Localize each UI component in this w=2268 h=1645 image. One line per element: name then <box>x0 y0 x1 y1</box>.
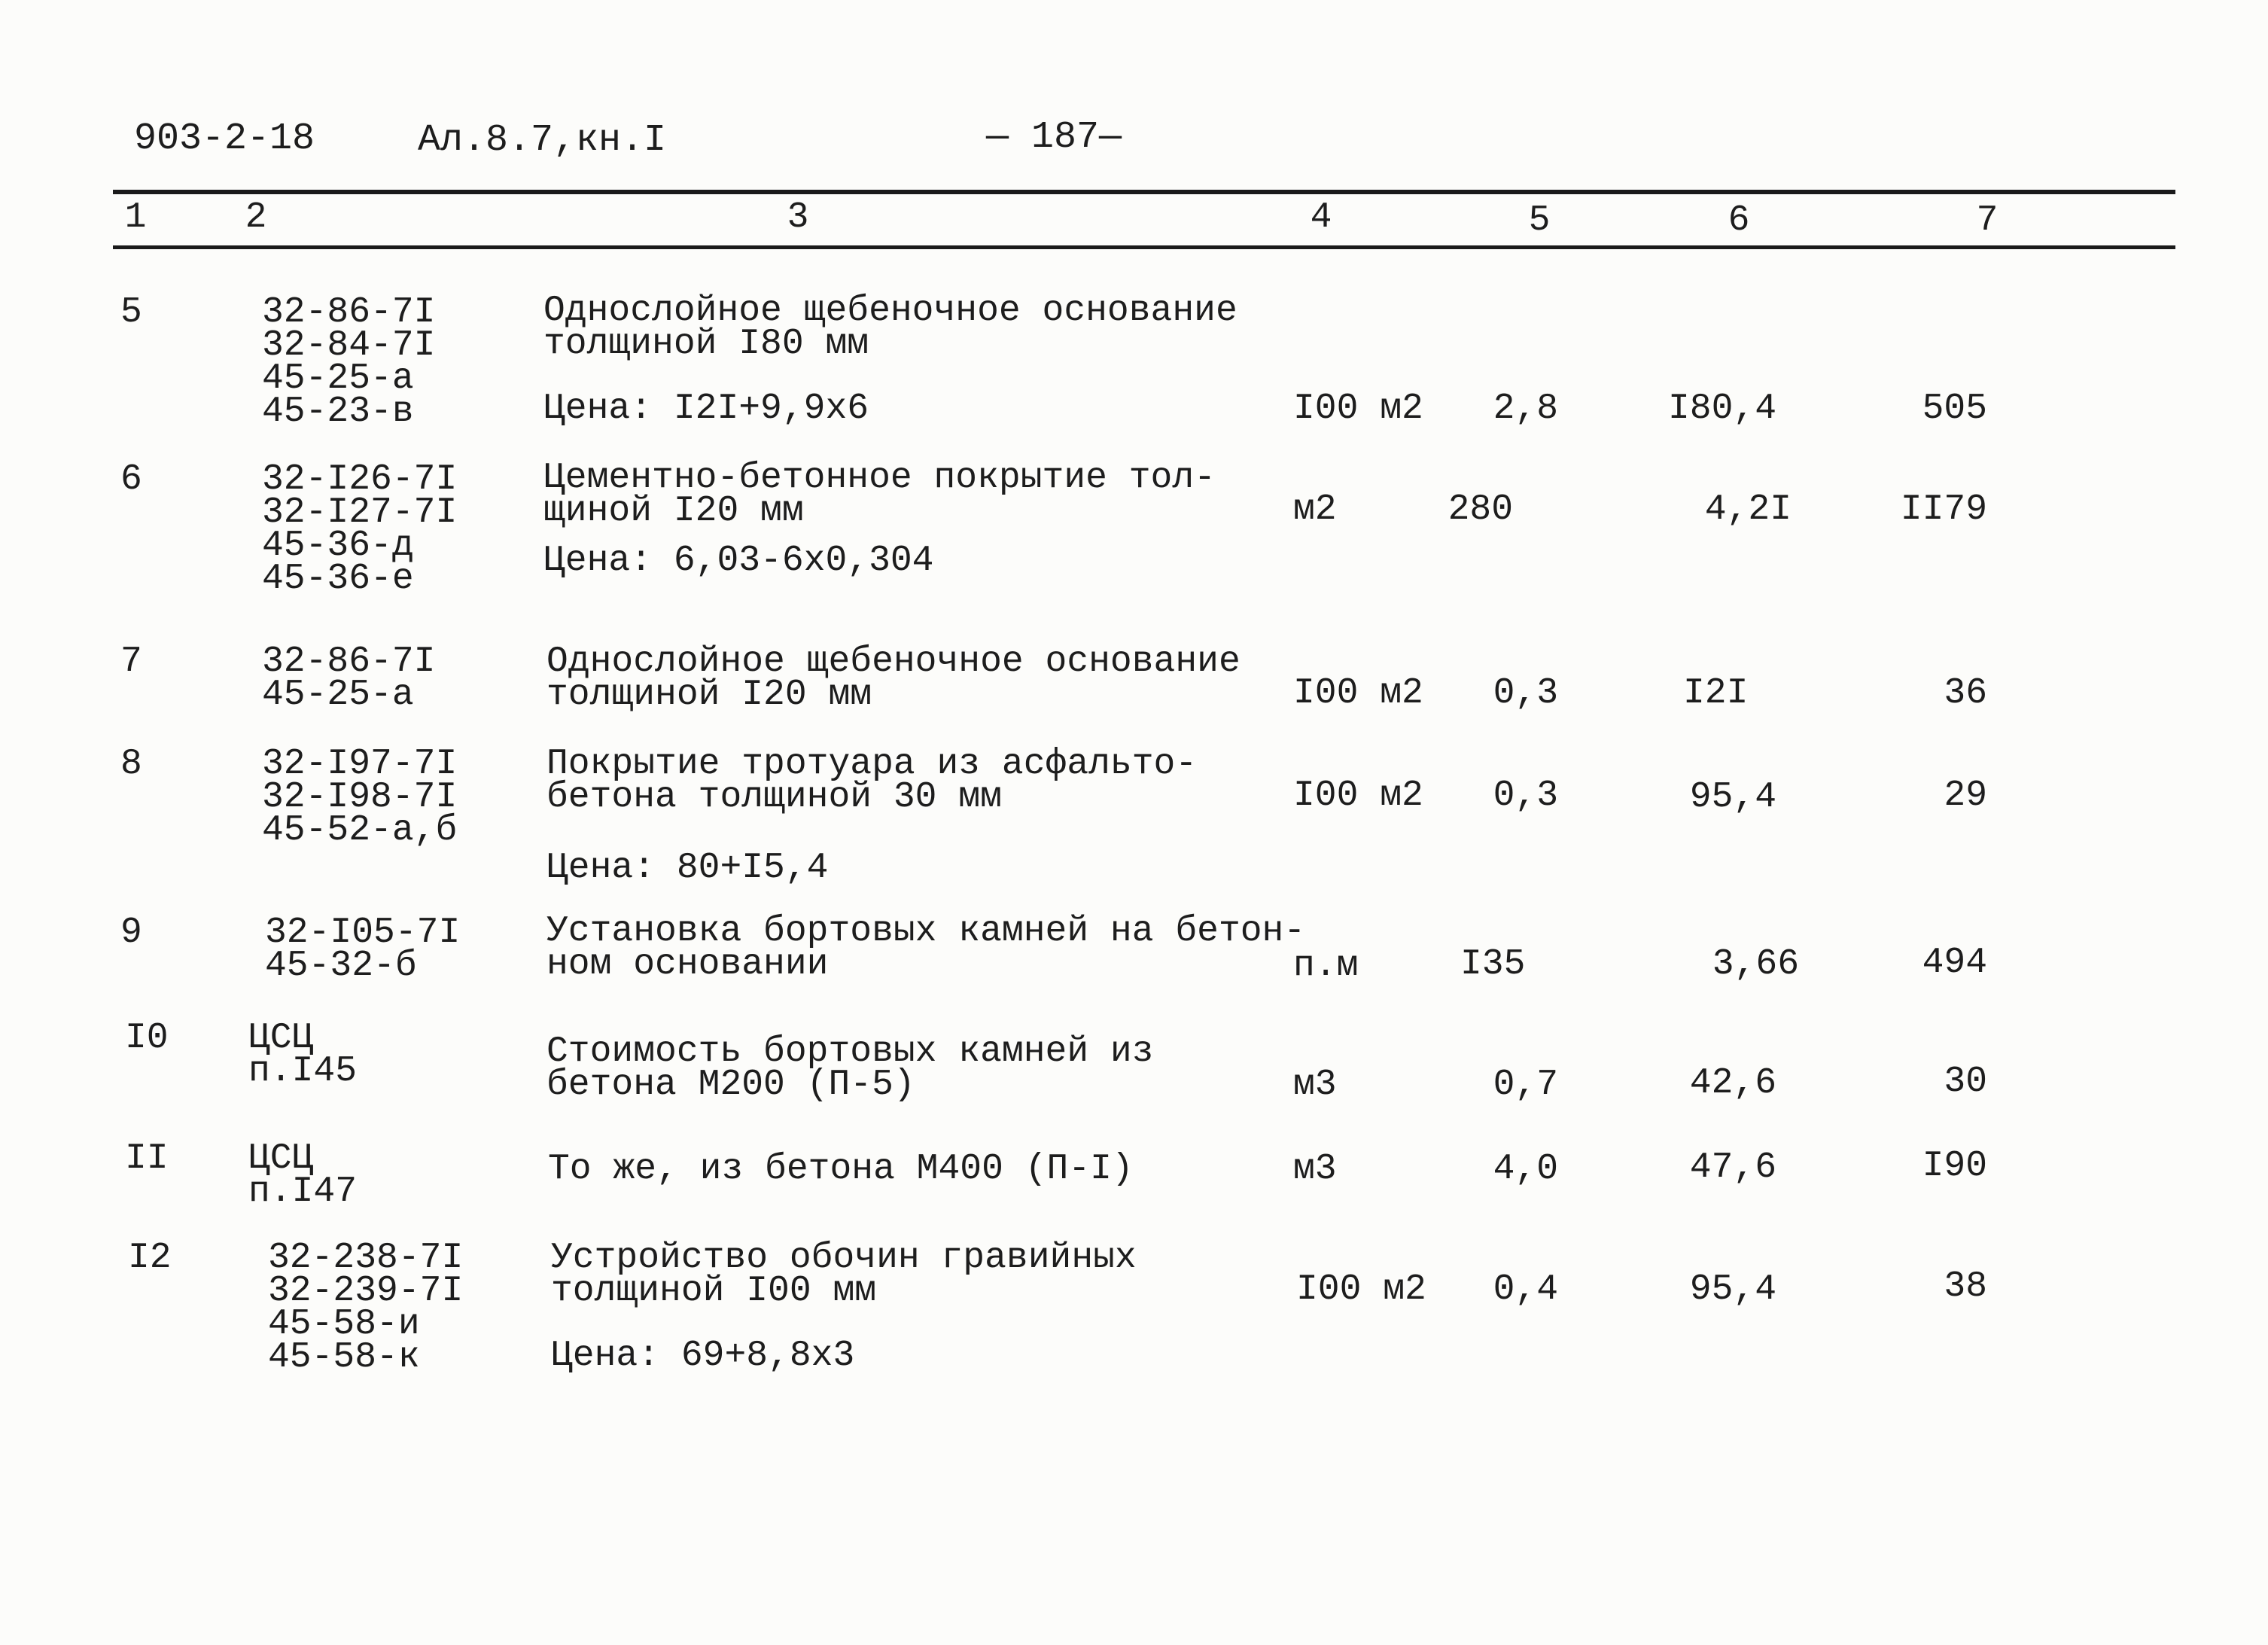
norm-code: 32-238-7I <box>268 1238 464 1278</box>
column-header-4: 4 <box>1310 197 1332 238</box>
row-number: 5 <box>120 292 142 333</box>
quantity: 2,8 <box>1493 388 1558 429</box>
quantity: I35 <box>1460 944 1526 985</box>
unit-price: 4,2I <box>1704 489 1792 530</box>
norm-code: 45-23-в <box>262 391 414 432</box>
work-description: бетона М200 (П-5) <box>546 1065 915 1105</box>
unit-price: 95,4 <box>1689 777 1776 818</box>
work-description: Устройство обочин гравийных <box>551 1238 1137 1278</box>
work-description: толщиной I80 мм <box>543 324 869 364</box>
header-bottom-rule <box>113 245 2175 249</box>
album-reference: Ал.8.7,кн.I <box>418 119 667 162</box>
norm-code: 32-86-7I <box>262 641 436 682</box>
work-description: Стоимость бортовых камней из <box>546 1031 1154 1072</box>
unit: I00 м2 <box>1293 673 1423 714</box>
column-header-7: 7 <box>1976 200 1999 241</box>
total-cost: 29 <box>1944 775 1987 816</box>
header-top-rule <box>113 190 2175 194</box>
total-cost: 30 <box>1944 1062 1987 1102</box>
work-description: ном основании <box>546 944 829 985</box>
norm-code: 45-25-а <box>262 675 414 715</box>
quantity: 4,0 <box>1493 1149 1558 1190</box>
norm-code: 32-84-7I <box>262 325 436 366</box>
column-header-3: 3 <box>787 197 809 238</box>
norm-code: 32-86-7I <box>262 292 436 333</box>
unit-price: I80,4 <box>1667 388 1776 429</box>
document-code: 903-2-18 <box>134 117 315 160</box>
row-number: 6 <box>120 459 142 500</box>
total-cost: 36 <box>1944 673 1987 714</box>
unit-price: 42,6 <box>1689 1063 1776 1104</box>
column-header-1: 1 <box>124 197 147 238</box>
row-number: I2 <box>128 1238 172 1278</box>
unit-price: 3,66 <box>1712 944 1799 985</box>
total-cost: I90 <box>1922 1146 1987 1187</box>
norm-code: п.I47 <box>248 1171 358 1212</box>
unit-price: 95,4 <box>1689 1269 1776 1310</box>
column-header-5: 5 <box>1528 200 1551 241</box>
norm-code: 45-25-а <box>262 358 414 399</box>
price-formula: Цена: 69+8,8х3 <box>551 1336 855 1376</box>
norm-code: 45-58-и <box>268 1304 420 1345</box>
price-formula: Цена: I2I+9,9х6 <box>543 388 869 429</box>
total-cost: II79 <box>1900 489 1987 530</box>
norm-code: ЦСЦ <box>248 1138 314 1179</box>
unit: м3 <box>1293 1065 1337 1105</box>
row-number: II <box>125 1138 169 1179</box>
row-number: 7 <box>120 641 142 682</box>
work-description: Покрытие тротуара из асфальто- <box>546 744 1198 784</box>
quantity: 0,3 <box>1493 673 1558 714</box>
quantity: 0,3 <box>1493 775 1558 816</box>
page-number: — 187— <box>986 116 1122 159</box>
unit: п.м <box>1293 946 1359 986</box>
row-number: 8 <box>120 744 142 784</box>
column-header-2: 2 <box>245 197 267 238</box>
norm-code: 45-58-к <box>268 1337 420 1378</box>
norm-code: 45-36-д <box>262 525 414 566</box>
norm-code: 45-36-е <box>262 559 414 599</box>
work-description: Установка бортовых камней на бетон- <box>546 911 1306 952</box>
total-cost: 38 <box>1944 1266 1987 1307</box>
unit: I00 м2 <box>1296 1269 1426 1310</box>
work-description: То же, из бетона М400 (П-I) <box>548 1149 1134 1190</box>
unit-price: 47,6 <box>1689 1147 1776 1188</box>
unit: I00 м2 <box>1293 388 1423 429</box>
work-description: щиной I20 мм <box>543 491 804 532</box>
unit: м3 <box>1293 1149 1337 1190</box>
work-description: Однослойное щебеночное основание <box>546 641 1241 682</box>
work-description: бетона толщиной 30 мм <box>546 777 1002 818</box>
quantity: 0,4 <box>1493 1269 1558 1310</box>
norm-code: 32-I05-7I <box>265 912 461 953</box>
unit: I00 м2 <box>1293 775 1423 816</box>
total-cost: 494 <box>1922 943 1987 983</box>
price-formula: Цена: 80+I5,4 <box>546 848 829 888</box>
column-header-6: 6 <box>1728 200 1750 241</box>
row-number: 9 <box>120 912 142 953</box>
norm-code: п.I45 <box>248 1051 358 1092</box>
norm-code: 45-32-б <box>265 946 417 986</box>
unit-price: I2I <box>1683 673 1749 714</box>
work-description: Однослойное щебеночное основание <box>543 291 1238 331</box>
quantity: 0,7 <box>1493 1065 1558 1105</box>
work-description: толщиной I20 мм <box>546 675 872 715</box>
norm-code: 32-I98-7I <box>262 777 458 818</box>
quantity: 280 <box>1448 489 1513 530</box>
norm-code: 32-I26-7I <box>262 459 458 500</box>
norm-code: 32-I27-7I <box>262 492 458 533</box>
norm-code: 32-I97-7I <box>262 744 458 784</box>
work-description: толщиной I00 мм <box>551 1271 877 1311</box>
norm-code: 32-239-7I <box>268 1271 464 1311</box>
norm-code: 45-52-а,б <box>262 810 458 851</box>
unit: м2 <box>1293 489 1337 530</box>
row-number: I0 <box>125 1018 169 1059</box>
norm-code: ЦСЦ <box>248 1018 314 1059</box>
total-cost: 505 <box>1922 388 1987 429</box>
price-formula: Цена: 6,03-6х0,304 <box>543 541 934 581</box>
work-description: Цементно-бетонное покрытие тол- <box>543 458 1216 498</box>
